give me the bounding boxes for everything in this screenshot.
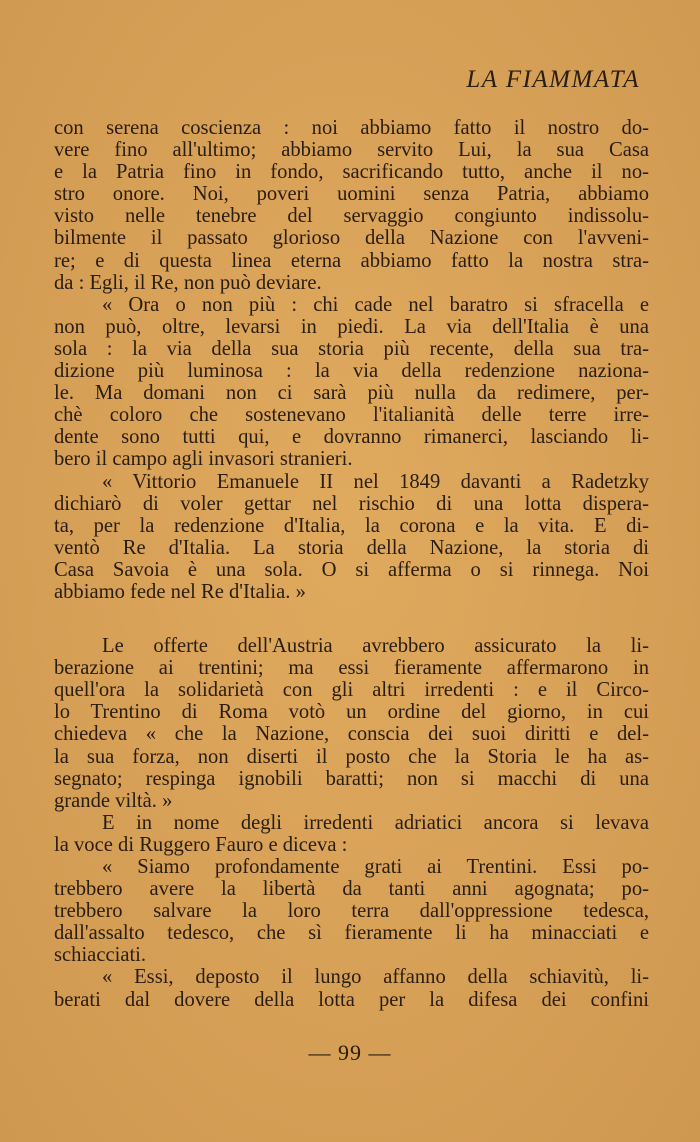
text-line: con serena coscienza : noi abbiamo fatto il nostro do- xyxy=(54,117,649,139)
text-line: bilmente il passato glorioso della Nazione con l'avveni- xyxy=(54,227,649,250)
text-line: « Ora o non più : chi cade nel baratro si sfracella e xyxy=(102,293,649,316)
page-number: — 99 — xyxy=(308,1040,392,1065)
text-line: stro onore. Noi, poveri uomini senza Patria, abbiamo xyxy=(54,183,649,206)
text-line: dizione più luminosa : la via della redenzione naziona- xyxy=(54,360,649,383)
text-line: berati dal dovere della lotta per la difesa dei confini xyxy=(54,988,649,1011)
text-line: visto nelle tenebre del servaggio congiunto indissolu- xyxy=(54,205,649,228)
text-line: grande viltà. » xyxy=(54,789,173,812)
text-line: « Siamo profondamente grati ai Trentini. Essi po- xyxy=(102,856,649,878)
text-line: Casa Savoia è una sola. O si afferma o si rinnega. Noi xyxy=(54,558,649,581)
text-line: la sua forza, non diserti il posto che la Storia le ha as- xyxy=(54,745,649,768)
text-line: lo Trentino di Roma votò un ordine del giorno, in cui xyxy=(54,701,649,724)
text-line: chè coloro che sostenevano l'italianità delle terre irre- xyxy=(54,404,649,427)
text-line: Le offerte dell'Austria avrebbero assicurato la li- xyxy=(102,635,649,658)
text-line: segnato; respinga ignobili baratti; non si macchi di una xyxy=(54,767,649,790)
text-line: sola : la via della sua storia più recente, della sua tra- xyxy=(54,337,649,360)
text-line: vere fino all'ultimo; abbiamo servito Lui, la sua Casa xyxy=(54,139,649,162)
text-line: re; e di questa linea eterna abbiamo fatto la nostra stra- xyxy=(54,249,649,272)
text-line: ta, per la redenzione d'Italia, la corona e la vita. E di- xyxy=(54,514,649,537)
text-line: e la Patria fino in fondo, sacrificando tutto, anche il no- xyxy=(54,161,649,184)
text-line: schiacciati. xyxy=(54,944,147,967)
section-gap xyxy=(54,603,649,635)
body-text xyxy=(54,117,649,1011)
text-line: bero il campo agli invasori stranieri. xyxy=(54,448,353,471)
text-line: E in nome degli irredenti adriatici ancora si levava xyxy=(102,811,649,834)
text-line: dall'assalto tedesco, che sì fieramente li ha minacciati e xyxy=(54,922,649,945)
text-line: le. Ma domani non ci sarà più nulla da redimere, per- xyxy=(54,382,649,405)
text-line: trebbero avere la libertà da tanti anni agognata; po- xyxy=(54,878,649,901)
text-line: non può, oltre, levarsi in piedi. La via dell'Italia è una xyxy=(54,315,649,338)
text-line: ventò Re d'Italia. La storia della Nazione, la storia di xyxy=(54,536,649,559)
running-title: LA FIAMMATA xyxy=(466,66,640,93)
text-line: quell'ora la solidarietà con gli altri irredenti : e il Circo- xyxy=(54,679,649,702)
text-line: da : Egli, il Re, non può deviare. xyxy=(54,271,322,294)
text-line: dente sono tutti qui, e dovranno rimanerci, lasciando li- xyxy=(54,426,649,449)
text-line: chiedeva « che la Nazione, conscia dei suoi diritti e del- xyxy=(54,723,649,746)
text-line: abbiamo fede nel Re d'Italia. » xyxy=(54,580,306,603)
text-line: « Essi, deposto il lungo affanno della schiavitù, li- xyxy=(102,966,649,989)
text-line: dichiarò di voler gettar nel rischio di una lotta dispera- xyxy=(54,492,649,515)
text-line: trebbero salvare la loro terra dall'oppressione tedesca, xyxy=(54,900,649,923)
text-line: berazione ai trentini; ma essi fieramente affermarono in xyxy=(54,657,649,680)
text-line: « Vittorio Emanuele II nel 1849 davanti a Radetzky xyxy=(102,470,649,493)
text-line: la voce di Ruggero Fauro e diceva : xyxy=(54,833,348,856)
